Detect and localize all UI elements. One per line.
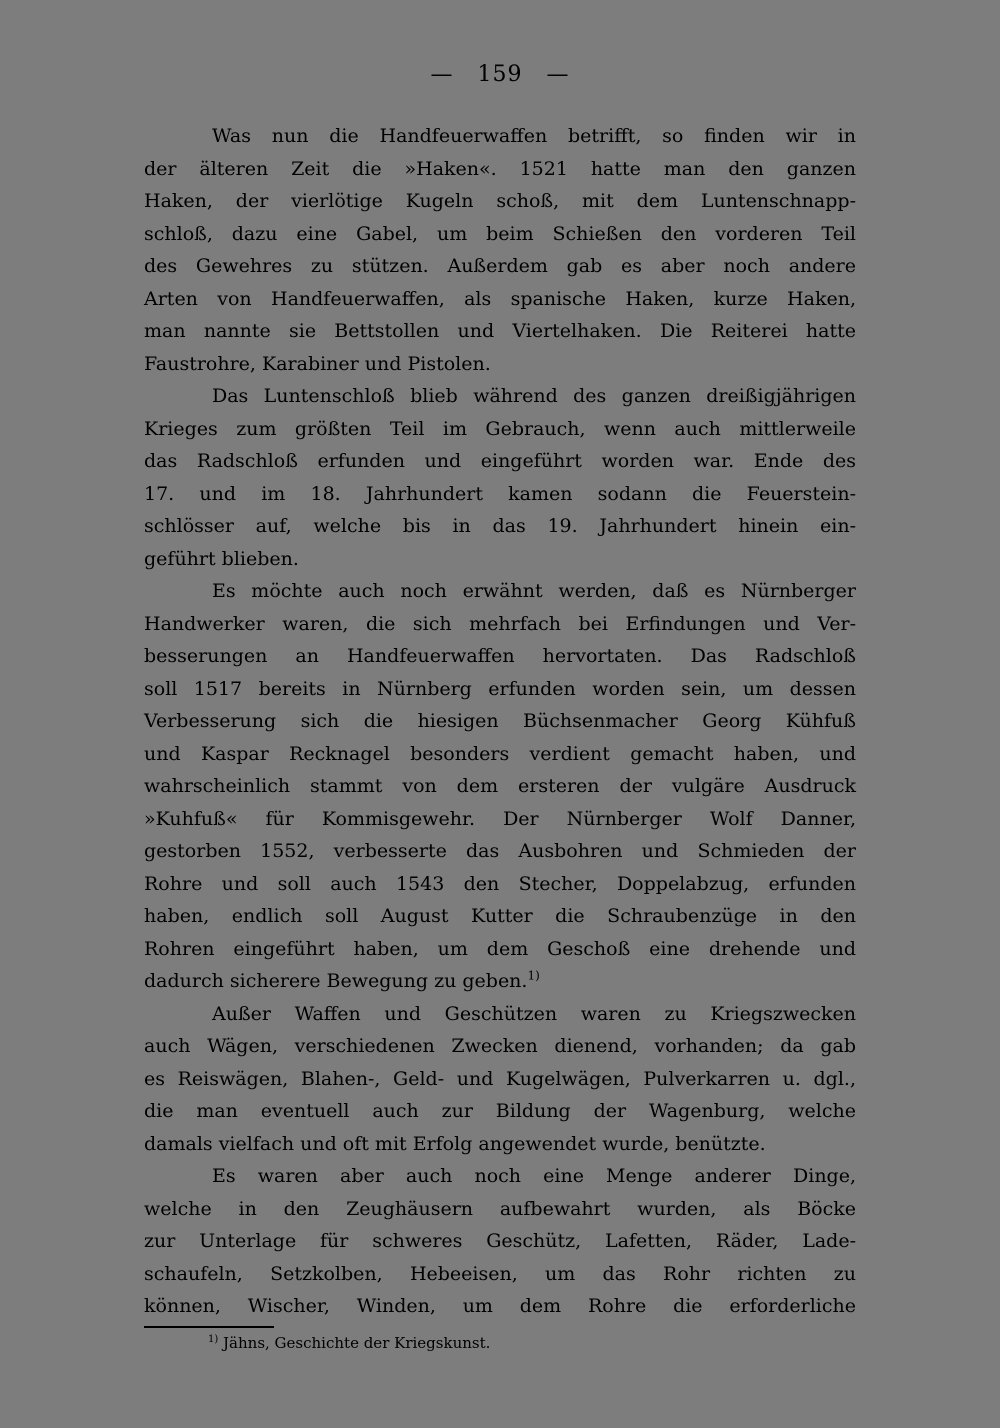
line-text: welche in den Zeughäusern aufbewahrt wurden, als Böcke	[144, 1197, 856, 1220]
line-text: können, Wischer, Winden, um dem Rohre die erforderliche	[144, 1295, 856, 1317]
line-text: damals vielfach und oft mit Erfolg angewendet wurde, benützte.	[144, 1132, 766, 1155]
line-text: geführt blieben.	[144, 547, 299, 570]
paragraph	[144, 1160, 856, 1323]
line-text: Es waren aber auch noch eine Menge anderer Dinge,	[212, 1165, 856, 1187]
line-text: es Reiswägen, Blahen-, Geld- und Kugelwägen, Pulverkarren u. dgl.,	[144, 1067, 856, 1090]
line-text: die man eventuell auch zur Bildung der Wagenburg, welche	[144, 1100, 856, 1122]
line-text: Krieges zum größten Teil im Gebrauch, wenn auch mittlerweile	[144, 417, 856, 440]
page-number: — 159 —	[430, 62, 570, 87]
text-line	[144, 738, 856, 771]
text-line	[144, 510, 856, 543]
line-text: Haken, der vierlötige Kugeln schoß, mit dem Luntenschnapp-	[144, 190, 856, 212]
line-text: schaufeln, Setzkolben, Hebeeisen, um das Rohr richten zu	[144, 1262, 856, 1285]
text-line	[144, 250, 856, 283]
line-text: wahrscheinlich stammt von dem ersteren der vulgäre Ausdruck	[144, 775, 856, 797]
text-line	[144, 380, 856, 413]
line-text: auch Wägen, verschiedenen Zwecken dienend, vorhanden; da gab	[144, 1035, 856, 1057]
paragraph	[144, 120, 856, 380]
text-line	[144, 185, 856, 218]
line-text: Außer Waffen und Geschützen waren zu Kriegszwecken	[212, 1002, 856, 1025]
text-line	[144, 1290, 856, 1323]
line-text: dadurch sicherere Bewegung zu geben.	[144, 970, 528, 992]
text-line	[144, 965, 856, 998]
footnote-text: Jähns, Geschichte der Kriegskunst.	[223, 1334, 491, 1352]
line-text: das Radschloß erfunden und eingeführt worden war. Ende des	[144, 450, 856, 472]
paragraph	[144, 380, 856, 575]
line-text: Arten von Handfeuerwaffen, als spanische Haken, kurze Haken,	[144, 287, 856, 310]
line-text: Was nun die Handfeuerwaffen betrifft, so finden wir in	[212, 125, 856, 147]
text-line	[144, 835, 856, 868]
text-line	[144, 705, 856, 738]
text-line	[144, 218, 856, 251]
line-text: gestorben 1552, verbesserte das Ausbohren und Schmieden der	[144, 840, 856, 862]
text-line	[144, 283, 856, 316]
text-line	[144, 1030, 856, 1063]
text-line	[144, 868, 856, 901]
line-text: Rohren eingeführt haben, um dem Geschoß eine drehende und	[144, 937, 856, 960]
line-text: Verbesserung sich die hiesigen Büchsenmacher Georg Kühfuß	[144, 710, 856, 732]
text-line	[144, 575, 856, 608]
text-line	[144, 1063, 856, 1096]
line-text: besserungen an Handfeuerwaffen hervortaten. Das Radschloß	[144, 645, 856, 667]
line-text: Rohre und soll auch 1543 den Stecher, Doppelabzug, erfunden	[144, 872, 856, 895]
line-text: soll 1517 bereits in Nürnberg erfunden worden sein, um dessen	[144, 677, 856, 700]
text-line	[144, 900, 856, 933]
line-text: schlösser auf, welche bis in das 19. Jahrhundert hinein ein-	[144, 515, 856, 537]
footnote-rule	[144, 1326, 274, 1328]
paragraph	[144, 998, 856, 1161]
text-line	[144, 803, 856, 836]
text-line	[144, 153, 856, 186]
line-text: zur Unterlage für schweres Geschütz, Lafetten, Räder, Lade-	[144, 1230, 856, 1252]
line-text: der älteren Zeit die »Haken«. 1521 hatte man den ganzen	[144, 157, 856, 180]
line-text: und Kaspar Recknagel besonders verdient gemacht haben, und	[144, 742, 856, 765]
body-text	[144, 120, 856, 1323]
text-line	[144, 478, 856, 511]
text-line	[144, 1128, 856, 1161]
line-text: »Kuhfuß« für Kommisgewehr. Der Nürnberger Wolf Danner,	[144, 807, 856, 830]
text-line	[144, 1193, 856, 1226]
text-line	[144, 445, 856, 478]
text-line	[144, 1258, 856, 1291]
line-text: haben, endlich soll August Kutter die Schraubenzüge in den	[144, 905, 856, 927]
line-text: Handwerker waren, die sich mehrfach bei Erfindungen und Ver-	[144, 612, 856, 635]
paragraph	[144, 575, 856, 998]
text-line	[144, 640, 856, 673]
text-line	[144, 770, 856, 803]
line-text: 17. und im 18. Jahrhundert kamen sodann die Feuerstein-	[144, 482, 856, 505]
text-line	[144, 315, 856, 348]
line-text: schloß, dazu eine Gabel, um beim Schießen den vorderen Teil	[144, 222, 856, 245]
line-text: man nannte sie Bettstollen und Viertelhaken. Die Reiterei hatte	[144, 320, 856, 342]
line-text: Es möchte auch noch erwähnt werden, daß es Nürnberger	[212, 580, 856, 602]
text-line	[144, 1095, 856, 1128]
footnote	[208, 1330, 490, 1356]
text-line	[144, 543, 856, 576]
text-line	[144, 1160, 856, 1193]
line-text: Das Luntenschloß blieb während des ganzen dreißigjährigen	[212, 385, 856, 407]
footnote-reference: 1)	[527, 968, 540, 983]
text-line	[144, 673, 856, 706]
text-line	[144, 998, 856, 1031]
text-line	[144, 608, 856, 641]
text-line	[144, 120, 856, 153]
text-line	[144, 348, 856, 381]
text-line	[144, 1225, 856, 1258]
line-text: Faustrohre, Karabiner und Pistolen.	[144, 352, 491, 375]
footnote-marker: 1)	[208, 1334, 219, 1345]
line-text: des Gewehres zu stützen. Außerdem gab es aber noch andere	[144, 255, 856, 277]
text-line	[144, 413, 856, 446]
text-line	[144, 933, 856, 966]
